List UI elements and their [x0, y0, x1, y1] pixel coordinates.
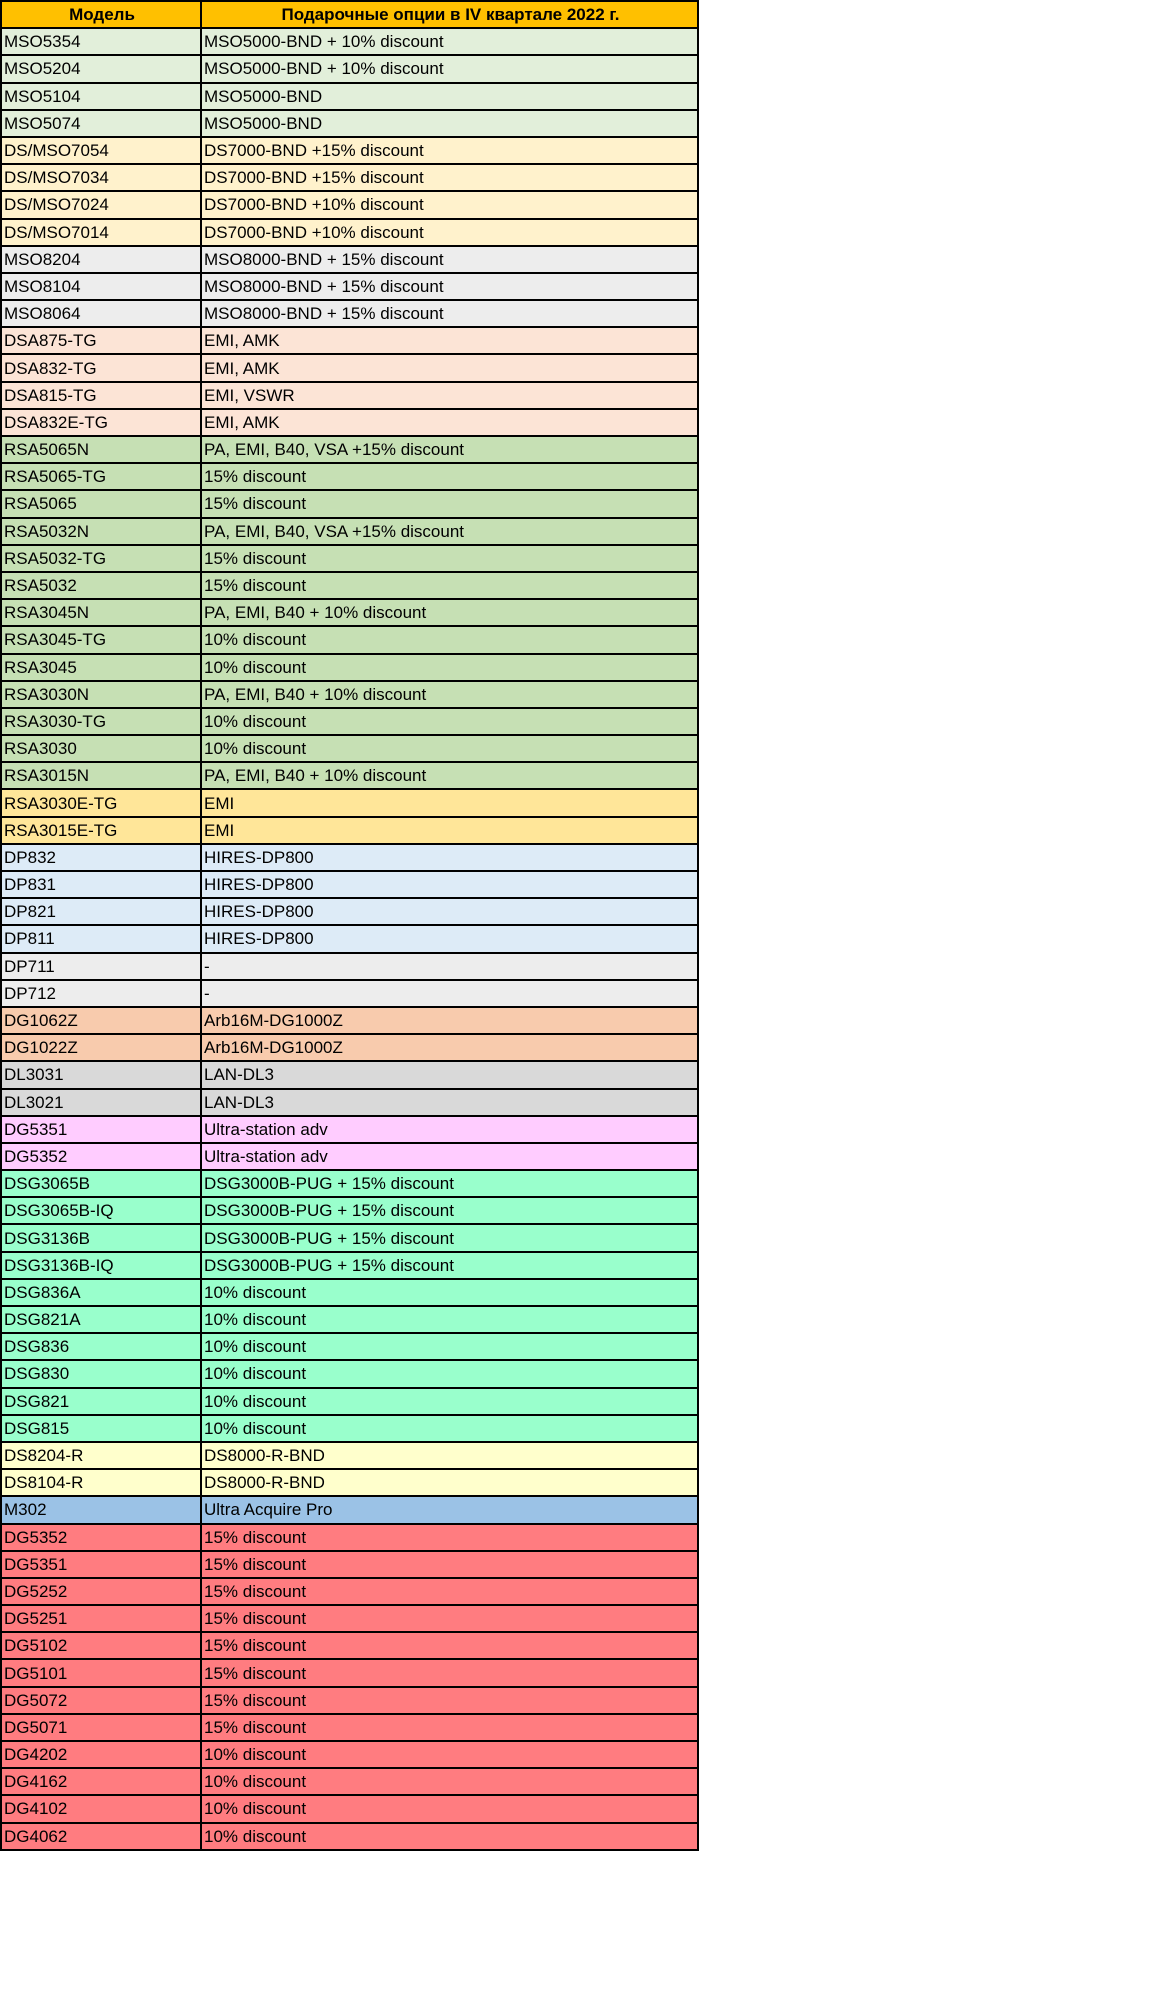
model-cell: RSA3030N	[1, 681, 201, 708]
model-cell: DSG836A	[1, 1279, 201, 1306]
model-cell: DP821	[1, 898, 201, 925]
gift-option-cell: MSO5000-BND + 10% discount	[201, 55, 698, 82]
gift-option-cell: 10% discount	[201, 1279, 698, 1306]
gift-option-cell: DS7000-BND +15% discount	[201, 164, 698, 191]
gift-option-cell: 10% discount	[201, 1306, 698, 1333]
model-cell: DG4202	[1, 1741, 201, 1768]
table-row	[1, 898, 698, 925]
table-row	[1, 1007, 698, 1034]
table-row	[1, 1388, 698, 1415]
table-row	[1, 1170, 698, 1197]
gift-option-cell: HIRES-DP800	[201, 925, 698, 952]
model-cell: DG5102	[1, 1632, 201, 1659]
model-cell: RSA3030E-TG	[1, 789, 201, 816]
model-cell: RSA5065N	[1, 436, 201, 463]
table-row	[1, 1415, 698, 1442]
model-cell: DG5072	[1, 1687, 201, 1714]
table-row	[1, 1632, 698, 1659]
model-cell: DSG3136B	[1, 1224, 201, 1251]
model-cell: DG1022Z	[1, 1034, 201, 1061]
table-row	[1, 1061, 698, 1088]
table-row	[1, 1659, 698, 1686]
model-cell: RSA3045	[1, 654, 201, 681]
model-cell: RSA3030-TG	[1, 708, 201, 735]
model-cell: DG5352	[1, 1524, 201, 1551]
table-row	[1, 789, 698, 816]
table-row	[1, 1333, 698, 1360]
gift-option-cell: 10% discount	[201, 1795, 698, 1822]
model-cell: DP832	[1, 844, 201, 871]
gift-option-cell: 10% discount	[201, 1823, 698, 1850]
table-row	[1, 219, 698, 246]
gift-option-cell: Arb16M-DG1000Z	[201, 1007, 698, 1034]
gift-option-cell: 15% discount	[201, 1659, 698, 1686]
table-row	[1, 1034, 698, 1061]
model-cell: MSO5204	[1, 55, 201, 82]
gift-option-cell: MSO5000-BND	[201, 83, 698, 110]
table-row	[1, 1116, 698, 1143]
model-cell: DG5101	[1, 1659, 201, 1686]
header-model: Модель	[1, 1, 201, 28]
table-row	[1, 55, 698, 82]
table-row	[1, 1306, 698, 1333]
table-row	[1, 246, 698, 273]
gift-option-cell: 10% discount	[201, 1333, 698, 1360]
table-row	[1, 654, 698, 681]
model-cell: DL3021	[1, 1089, 201, 1116]
gift-option-cell: 10% discount	[201, 1415, 698, 1442]
table-row	[1, 626, 698, 653]
table-row	[1, 762, 698, 789]
model-cell: DS/MSO7024	[1, 191, 201, 218]
gift-option-cell: 10% discount	[201, 1768, 698, 1795]
table-row	[1, 490, 698, 517]
gift-option-cell: EMI, AMK	[201, 327, 698, 354]
model-cell: MSO5104	[1, 83, 201, 110]
gift-option-cell: EMI	[201, 817, 698, 844]
table-row	[1, 1442, 698, 1469]
model-cell: DSG821	[1, 1388, 201, 1415]
model-cell: RSA5032-TG	[1, 545, 201, 572]
model-cell: MSO8064	[1, 300, 201, 327]
model-cell: RSA5032	[1, 572, 201, 599]
gift-option-cell: 10% discount	[201, 1741, 698, 1768]
model-cell: DG5251	[1, 1605, 201, 1632]
gift-option-cell: HIRES-DP800	[201, 871, 698, 898]
table-row	[1, 871, 698, 898]
model-cell: DG5252	[1, 1578, 201, 1605]
table-row	[1, 1795, 698, 1822]
table-row	[1, 1197, 698, 1224]
gift-option-cell: -	[201, 953, 698, 980]
gift-option-cell: DSG3000B-PUG + 15% discount	[201, 1197, 698, 1224]
model-cell: RSA3015N	[1, 762, 201, 789]
gift-option-cell: 15% discount	[201, 463, 698, 490]
gift-option-cell: EMI, AMK	[201, 354, 698, 381]
model-cell: DS/MSO7014	[1, 219, 201, 246]
table-row	[1, 1823, 698, 1850]
header-gift-options: Подарочные опции в IV квартале 2022 г.	[201, 1, 698, 28]
model-cell: MSO5074	[1, 110, 201, 137]
table-row	[1, 708, 698, 735]
gift-option-cell: DS7000-BND +10% discount	[201, 191, 698, 218]
table-row	[1, 1252, 698, 1279]
gift-option-cell: MSO8000-BND + 15% discount	[201, 273, 698, 300]
gift-option-cell: 15% discount	[201, 490, 698, 517]
table-row	[1, 518, 698, 545]
model-cell: RSA3030	[1, 735, 201, 762]
table-row	[1, 164, 698, 191]
model-cell: DS/MSO7054	[1, 137, 201, 164]
gift-option-cell: HIRES-DP800	[201, 844, 698, 871]
model-cell: DSG836	[1, 1333, 201, 1360]
gift-option-cell: DS8000-R-BND	[201, 1469, 698, 1496]
table-row	[1, 191, 698, 218]
gift-option-cell: 15% discount	[201, 1605, 698, 1632]
gift-option-cell: 10% discount	[201, 1388, 698, 1415]
model-cell: RSA5032N	[1, 518, 201, 545]
gift-option-cell: EMI, VSWR	[201, 382, 698, 409]
model-cell: DG5351	[1, 1551, 201, 1578]
gift-option-cell: DS8000-R-BND	[201, 1442, 698, 1469]
gift-option-cell: 15% discount	[201, 1551, 698, 1578]
model-cell: DG5071	[1, 1714, 201, 1741]
gift-option-cell: DSG3000B-PUG + 15% discount	[201, 1170, 698, 1197]
table-row	[1, 681, 698, 708]
table-row	[1, 1714, 698, 1741]
table-row	[1, 382, 698, 409]
gift-option-cell: PA, EMI, B40 + 10% discount	[201, 599, 698, 626]
model-cell: DS8204-R	[1, 1442, 201, 1469]
table-row	[1, 409, 698, 436]
table-row	[1, 1279, 698, 1306]
table-row	[1, 1524, 698, 1551]
model-cell: DL3031	[1, 1061, 201, 1088]
gift-option-cell: 10% discount	[201, 735, 698, 762]
table-row	[1, 1224, 698, 1251]
gift-option-cell: DSG3000B-PUG + 15% discount	[201, 1224, 698, 1251]
gift-option-cell: 15% discount	[201, 1687, 698, 1714]
gift-option-cell: DS7000-BND +15% discount	[201, 137, 698, 164]
model-cell: DG1062Z	[1, 1007, 201, 1034]
table-row	[1, 436, 698, 463]
model-cell: DSA832-TG	[1, 354, 201, 381]
model-cell: DS/MSO7034	[1, 164, 201, 191]
model-cell: DSA815-TG	[1, 382, 201, 409]
gift-option-cell: PA, EMI, B40 + 10% discount	[201, 681, 698, 708]
table-row	[1, 273, 698, 300]
model-cell: DSG830	[1, 1360, 201, 1387]
model-cell: RSA5065	[1, 490, 201, 517]
table-row	[1, 110, 698, 137]
model-cell: DSG821A	[1, 1306, 201, 1333]
model-cell: RSA5065-TG	[1, 463, 201, 490]
model-cell: DP712	[1, 980, 201, 1007]
table-row	[1, 28, 698, 55]
gift-option-cell: HIRES-DP800	[201, 898, 698, 925]
gift-option-cell: 15% discount	[201, 1714, 698, 1741]
table-row	[1, 953, 698, 980]
table-row	[1, 817, 698, 844]
model-cell: DG5352	[1, 1143, 201, 1170]
gift-option-cell: Ultra-station adv	[201, 1143, 698, 1170]
gift-option-cell: DS7000-BND +10% discount	[201, 219, 698, 246]
table-row	[1, 925, 698, 952]
table-row	[1, 1687, 698, 1714]
table-row	[1, 1605, 698, 1632]
model-cell: RSA3045N	[1, 599, 201, 626]
table-row	[1, 1741, 698, 1768]
model-cell: DSG3065B	[1, 1170, 201, 1197]
model-cell: DG4162	[1, 1768, 201, 1795]
table-row	[1, 572, 698, 599]
model-cell: MSO5354	[1, 28, 201, 55]
table-body	[1, 28, 698, 1850]
table-row	[1, 1578, 698, 1605]
table-row	[1, 1469, 698, 1496]
gift-option-cell: PA, EMI, B40, VSA +15% discount	[201, 436, 698, 463]
table-row	[1, 137, 698, 164]
table-row	[1, 1768, 698, 1795]
table-row	[1, 1360, 698, 1387]
gift-option-cell: DSG3000B-PUG + 15% discount	[201, 1252, 698, 1279]
gift-option-cell: 15% discount	[201, 1524, 698, 1551]
model-cell: MSO8104	[1, 273, 201, 300]
gift-option-cell: 15% discount	[201, 1578, 698, 1605]
gift-option-cell: MSO8000-BND + 15% discount	[201, 300, 698, 327]
model-cell: MSO8204	[1, 246, 201, 273]
table-row	[1, 599, 698, 626]
gift-option-cell: 10% discount	[201, 654, 698, 681]
gift-option-cell: Ultra-station adv	[201, 1116, 698, 1143]
table-row	[1, 1551, 698, 1578]
model-cell: DG4062	[1, 1823, 201, 1850]
table-row	[1, 1496, 698, 1523]
model-cell: DS8104-R	[1, 1469, 201, 1496]
table-row	[1, 83, 698, 110]
gift-option-cell: 15% discount	[201, 545, 698, 572]
gift-option-cell: PA, EMI, B40 + 10% discount	[201, 762, 698, 789]
model-cell: M302	[1, 1496, 201, 1523]
gift-option-cell: MSO5000-BND	[201, 110, 698, 137]
header-row	[1, 1, 698, 28]
gift-option-cell: EMI, AMK	[201, 409, 698, 436]
gift-option-cell: 15% discount	[201, 1632, 698, 1659]
gift-option-cell: 10% discount	[201, 626, 698, 653]
gift-option-cell: 10% discount	[201, 1360, 698, 1387]
model-cell: DP711	[1, 953, 201, 980]
table-row	[1, 300, 698, 327]
table-row	[1, 735, 698, 762]
gift-option-cell: -	[201, 980, 698, 1007]
model-cell: DP831	[1, 871, 201, 898]
gift-option-cell: Ultra Acquire Pro	[201, 1496, 698, 1523]
model-cell: DG4102	[1, 1795, 201, 1822]
model-cell: DG5351	[1, 1116, 201, 1143]
model-cell: DSG815	[1, 1415, 201, 1442]
gift-option-cell: MSO8000-BND + 15% discount	[201, 246, 698, 273]
table-row	[1, 844, 698, 871]
gift-option-cell: Arb16M-DG1000Z	[201, 1034, 698, 1061]
table-row	[1, 980, 698, 1007]
table-row	[1, 354, 698, 381]
model-cell: DP811	[1, 925, 201, 952]
table-row	[1, 1089, 698, 1116]
gift-option-cell: PA, EMI, B40, VSA +15% discount	[201, 518, 698, 545]
model-cell: DSA875-TG	[1, 327, 201, 354]
table-row	[1, 545, 698, 572]
table-row	[1, 463, 698, 490]
model-cell: DSA832E-TG	[1, 409, 201, 436]
model-cell: RSA3045-TG	[1, 626, 201, 653]
model-cell: DSG3136B-IQ	[1, 1252, 201, 1279]
table-row	[1, 1143, 698, 1170]
gift-option-cell: MSO5000-BND + 10% discount	[201, 28, 698, 55]
model-cell: DSG3065B-IQ	[1, 1197, 201, 1224]
gift-option-cell: 10% discount	[201, 708, 698, 735]
table-row	[1, 327, 698, 354]
gift-option-cell: 15% discount	[201, 572, 698, 599]
gift-option-cell: LAN-DL3	[201, 1061, 698, 1088]
gift-option-cell: EMI	[201, 789, 698, 816]
gift-option-cell: LAN-DL3	[201, 1089, 698, 1116]
model-cell: RSA3015E-TG	[1, 817, 201, 844]
